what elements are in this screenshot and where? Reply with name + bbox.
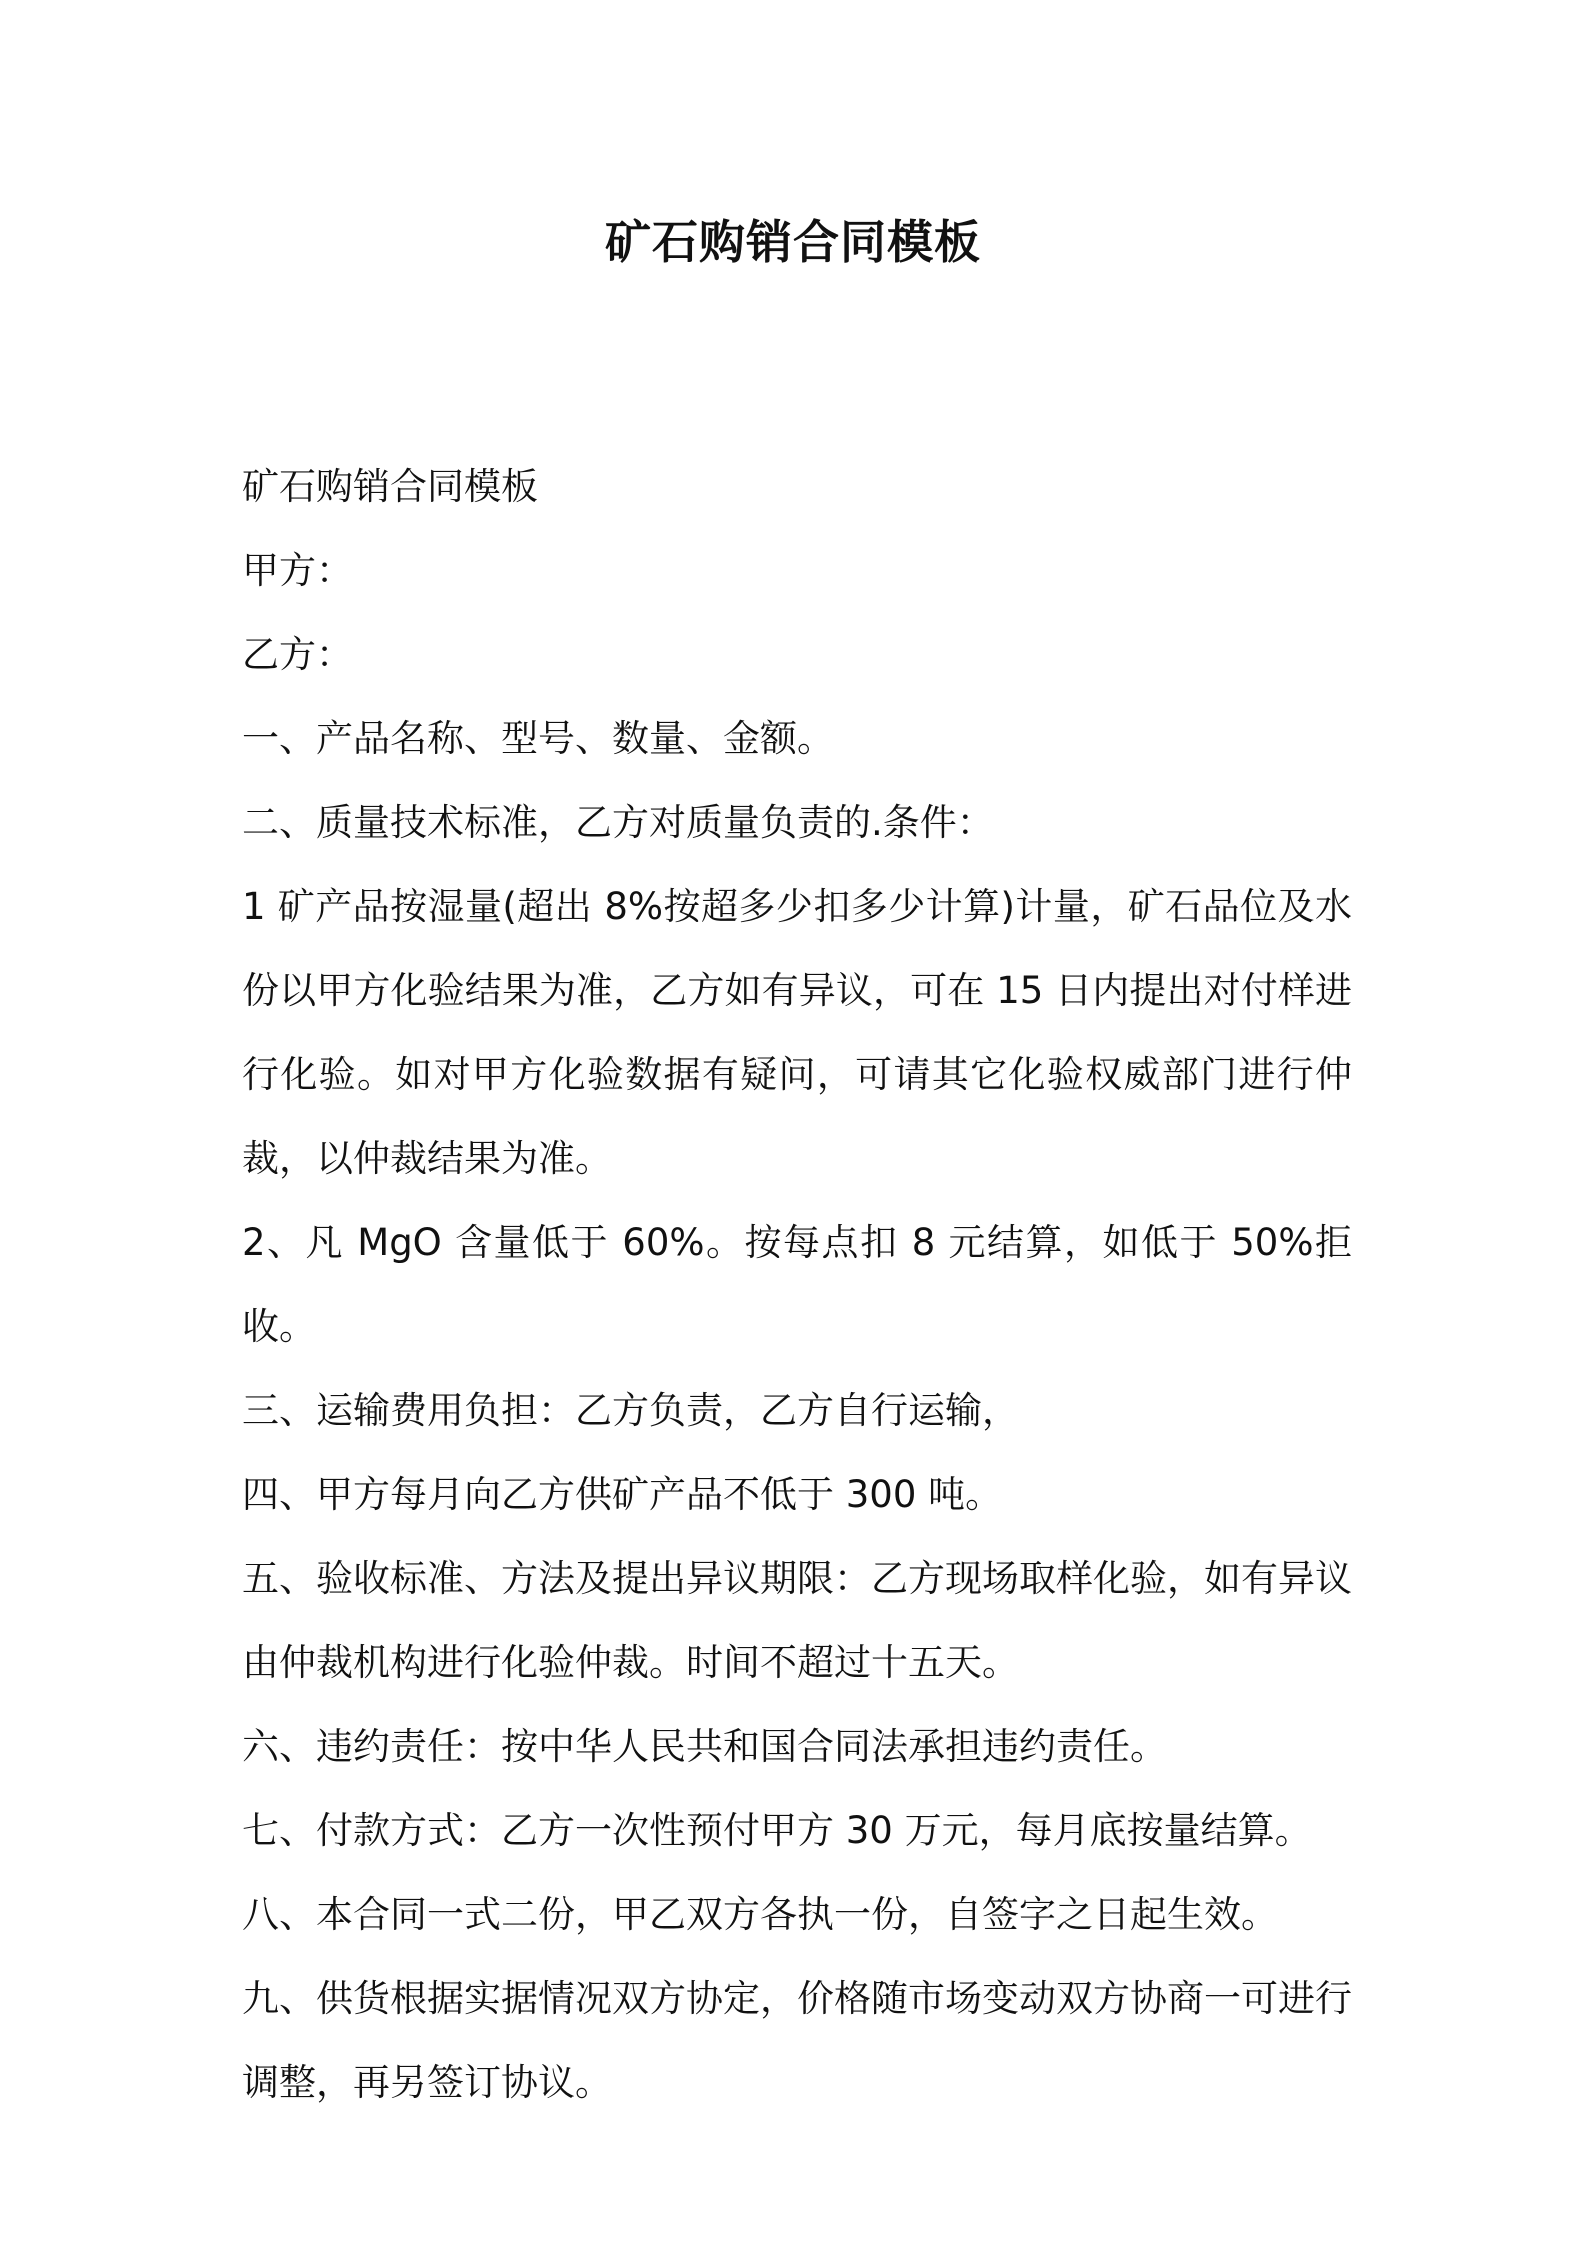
- party-b-field: 乙方：: [242, 633, 353, 676]
- clause-2-item-1: 1 矿产品按湿量(超出 8%按超多少扣多少计算)计量，矿石品位及水份以甲方化验结果为准，乙方如有异议，可在 15 日内提出对付样进行化验。如对甲方化验数据有疑问，可请其它化验权威部门进行仲裁，以仲裁结果为准。: [242, 885, 1352, 1180]
- clause-8: 八、本合同一式二份，甲乙双方各执一份，自签字之日起生效。: [242, 1893, 1278, 1936]
- document-body: [242, 445, 1352, 2125]
- clause-1: 一、产品名称、型号、数量、金额。: [242, 717, 834, 760]
- clause-2: 二、质量技术标准，乙方对质量负责的.条件：: [242, 801, 994, 844]
- clause-7: 七、付款方式：乙方一次性预付甲方 30 万元，每月底按量结算。: [242, 1809, 1312, 1852]
- body-heading: 矿石购销合同模板: [242, 465, 538, 508]
- party-a-field: 甲方：: [242, 549, 353, 592]
- clause-4: 四、甲方每月向乙方供矿产品不低于 300 吨。: [242, 1473, 1003, 1516]
- clause-6: 六、违约责任：按中华人民共和国合同法承担违约责任。: [242, 1725, 1167, 1768]
- clause-9: 九、供货根据实据情况双方协定，价格随市场变动双方协商一可进行调整，再另签订协议。: [242, 1977, 1352, 2104]
- document-title: 矿石购销合同模板: [605, 215, 981, 269]
- clause-5: 五、验收标准、方法及提出异议期限：乙方现场取样化验，如有异议由仲裁机构进行化验仲裁。时间不超过十五天。: [242, 1557, 1352, 1684]
- clause-3: 三、运输费用负担：乙方负责，乙方自行运输，: [242, 1389, 1019, 1432]
- clause-2-item-2: 2、凡 MgO 含量低于 60%。按每点扣 8 元结算，如低于 50%拒收。: [242, 1221, 1352, 1348]
